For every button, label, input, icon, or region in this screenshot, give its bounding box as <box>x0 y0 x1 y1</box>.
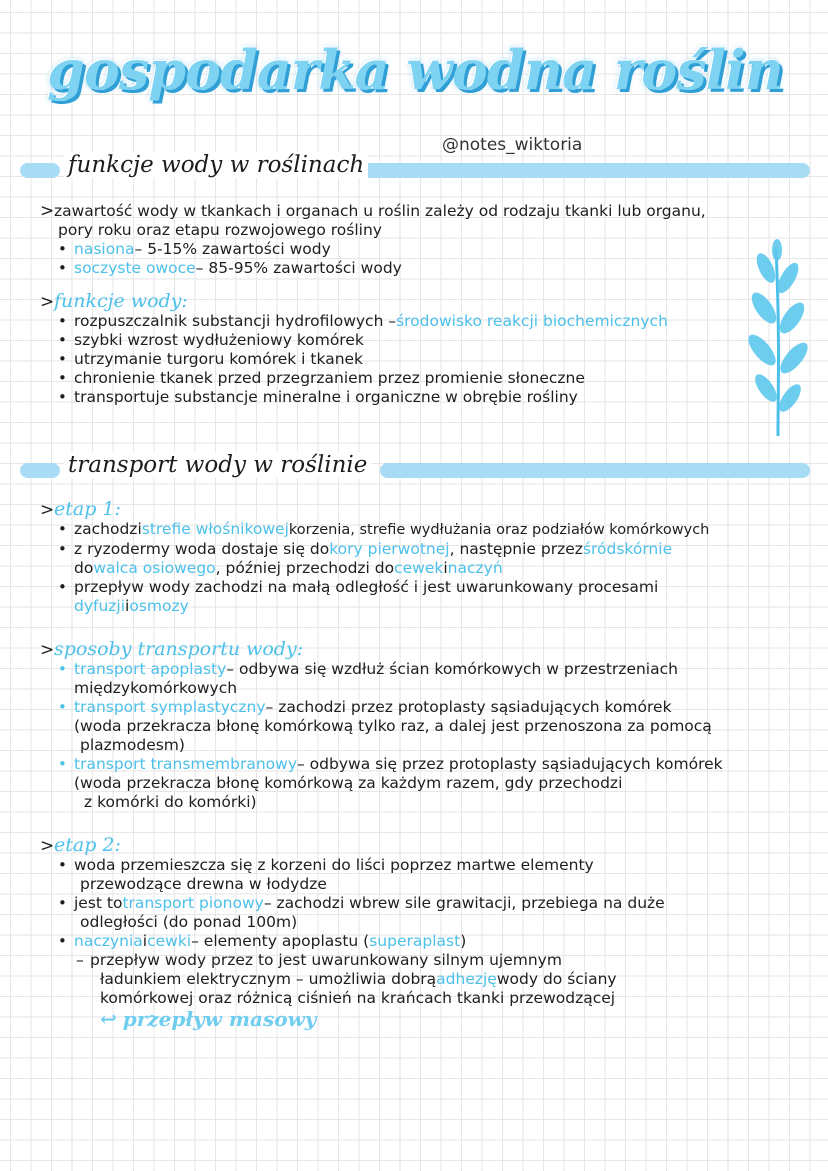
section-heading: transport wody w roślinie <box>64 452 371 478</box>
list-item-cont: przewodzące drewna w łodydze <box>80 875 327 893</box>
functions-subheading: funkcje wody: <box>54 290 188 312</box>
stage1-heading: etap 1: <box>54 498 121 520</box>
list-item: • nasiona – 5-15% zawartości wody <box>58 240 331 258</box>
list-item: • soczyste owoce – 85-95% zawartości wody <box>58 259 402 277</box>
stage2-heading: etap 2: <box>54 834 121 856</box>
list-item: • transportuje substancje mineralne i organiczne w obrębie rośliny <box>58 388 578 406</box>
list-item: • zachodzi strefie włośnikowej korzenia, strefie wydłużania oraz podziałów komórkowych <box>58 520 710 538</box>
list-item-cont: (woda przekracza błonę komórkową za każdym razem, gdy przechodzi <box>74 774 623 792</box>
list-item: • transport symplastyczny – zachodzi przez protoplasty sąsiadujących komórek <box>58 698 672 716</box>
list-item: • chronienie tkanek przed przegrzaniem przez promienie słoneczne <box>58 369 585 387</box>
list-item: – przepływ wody przez to jest uwarunkowany silnym ujemnym <box>76 951 562 969</box>
list-item: • szybki wzrost wydłużeniowy komórek <box>58 331 364 349</box>
intro-text-cont: pory roku oraz etapu rozwojowego rośliny <box>58 221 382 239</box>
list-item: • z ryzodermy woda dostaje się do kory pierwotnej , następnie przez śródskórnie <box>58 540 673 558</box>
intro-text: zawartość wody w tkankach i organach u roślin zależy od rodzaju tkanki lub organu, <box>54 202 706 220</box>
summary-note: ↩ przepływ masowy <box>100 1007 317 1031</box>
list-item-cont: z komórki do komórki) <box>84 793 257 811</box>
list-item: • przepływ wody zachodzi na małą odległość i jest uwarunkowany procesami <box>58 578 659 596</box>
section-banner-transport <box>20 452 810 488</box>
list-item-cont: ładunkiem elektrycznym – umożliwia dobrą adhezję wody do ściany <box>100 970 617 988</box>
list-item: • transport apoplasty – odbywa się wzdłuż ścian komórkowych w przestrzeniach <box>58 660 678 678</box>
list-item: • naczynia i cewki – elementy apoplastu ( superaplast ) <box>58 932 467 950</box>
list-item: • jest to transport pionowy – zachodzi wbrew sile grawitacji, przebiega na duże <box>58 894 665 912</box>
list-item: • woda przemieszcza się z korzeni do liści poprzez martwe elementy <box>58 856 594 874</box>
list-item-cont: odległości (do ponad 100m) <box>80 913 298 931</box>
section-banner-functions <box>20 152 810 188</box>
return-arrow-icon: ↩ <box>100 1007 117 1031</box>
list-item: • rozpuszczalnik substancji hydrofilowych – środowisko reakcji biochemicznych <box>58 312 668 330</box>
functions-section: > zawartość wody w tkankach i organach u roślin zależy od rodzaju tkanki lub organu, pory roku oraz etapu rozwojowego rośliny • nasiona – 5-15% zawartości wody • soczyste owoce – 85-95% zawartości wody > funkcje wody: • rozpuszczalnik substancji hydrofilowych – środowisko reakcji biochemicznych • szybki wzrost wydłużeniowy komórek • utrzymanie turgoru komórek i tkanek • chronienie tkanek przed przegrzaniem przez promienie słoneczne • transportuje substancje mineralne i organiczne w obrębie rośliny <box>40 202 780 407</box>
transport-section: > etap 1: • zachodzi strefie włośnikowej korzenia, strefie wydłużania oraz podziałów komórkowych • z ryzodermy woda dostaje się do kory pierwotnej , następnie przez śródskórnie do walca osiowego , później przechodzi do cewek i naczyń • przepływ wody zachodzi na małą odległość i jest uwarunkowany procesami dyfuzji i osmozy > sposoby transportu wody: • transport apoplasty – odbywa się wzdłuż ścian komórkowych w przestrzeniach międzykomórkowych • transport symplastyczny – zachodzi przez protoplasty sąsiadujących komórek (woda przekracza błonę komórkową tylko raz, a dalej jest przenoszona za pomocą plazmodesm) • transport transmembranowy – odbywa się przez protoplasty sąsiadujących komórek (woda przekracza błonę komórkową za każdym razem, gdy przechodzi z komórki do komórki) > etap 2: • woda przemieszcza się z korzeni do liści poprzez martwe elementy przewodzące drewna w łodydze • jest to transport pionowy – zachodzi wbrew sile grawitacji, przebiega na duże odległości (do ponad 100m) • naczynia i cewki – elementy apoplastu ( superaplast ) – przepływ wody przez to jest uwarunkowany silnym ujemnym ładunkiem elektrycznym – umożliwia dobrą adhezję wody do ściany komórkowej oraz różnicą ciśnień na krańcach tkanki przewodzącej ↩ przepływ masowy <box>40 500 810 1029</box>
methods-heading: sposoby transportu wody: <box>54 638 304 660</box>
section-heading: funkcje wody w roślinach <box>64 152 368 178</box>
list-item-cont: do walca osiowego , później przechodzi do cewek i naczyń <box>74 559 503 577</box>
plant-illustration <box>744 238 810 438</box>
page-title: gospodarka wodna roślin <box>47 38 783 102</box>
list-item-cont: komórkowej oraz różnicą ciśnień na krańcach tkanki przewodzącej <box>100 989 616 1007</box>
list-item: • utrzymanie turgoru komórek i tkanek <box>58 350 364 368</box>
list-item-cont: (woda przekracza błonę komórkową tylko raz, a dalej jest przenoszona za pomocą <box>74 717 712 735</box>
list-item-cont: plazmodesm) <box>80 736 185 754</box>
list-item-cont: dyfuzji i osmozy <box>74 597 189 615</box>
list-item: • transport transmembranowy – odbywa się przez protoplasty sąsiadujących komórek <box>58 755 723 773</box>
list-item-cont: międzykomórkowych <box>74 679 238 697</box>
author-handle: @notes_wiktoria <box>442 135 583 155</box>
